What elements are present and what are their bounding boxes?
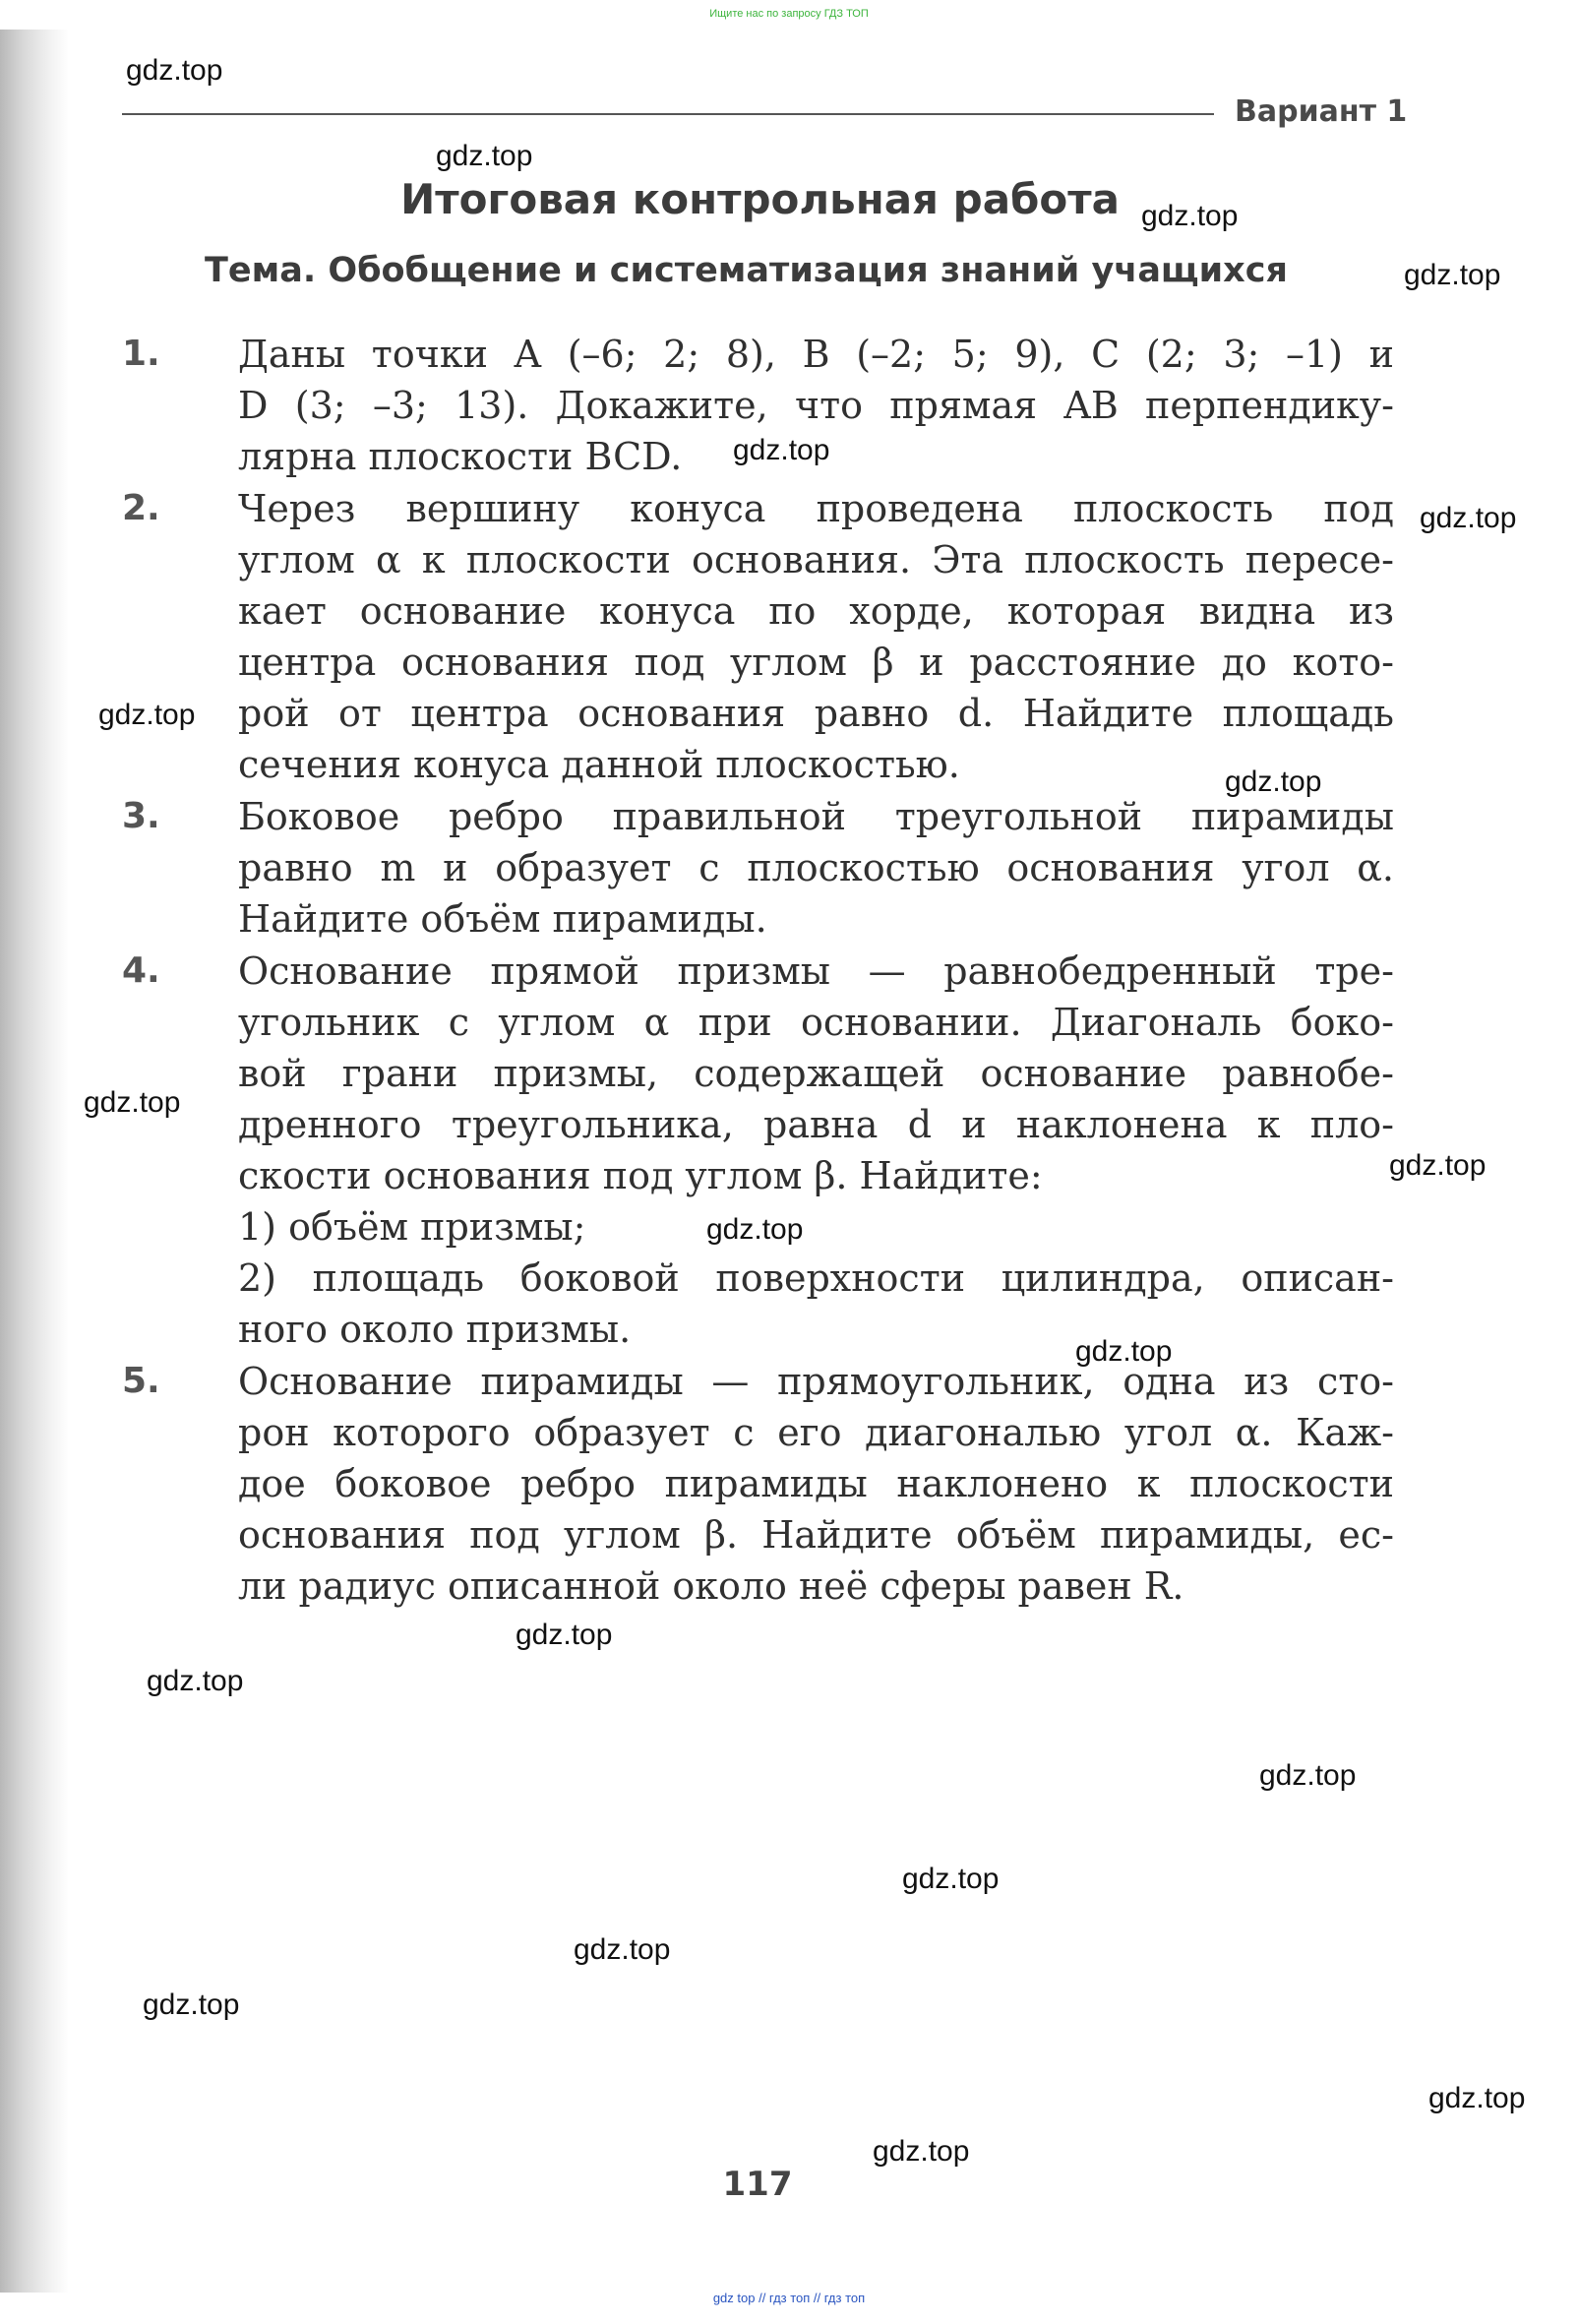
- watermark: gdz.top: [1259, 1759, 1357, 1792]
- watermark: gdz.top: [706, 1213, 804, 1246]
- task-line: Боковое ребро правильной треугольной пирамиды: [238, 795, 1394, 838]
- watermark: gdz.top: [1389, 1149, 1487, 1182]
- page-title: Итоговая контрольная работа: [400, 175, 1120, 223]
- watermark: gdz.top: [436, 140, 533, 172]
- task-line: центра основания под углом β и расстояние до кото-: [238, 641, 1394, 684]
- watermark: gdz.top: [1075, 1335, 1173, 1368]
- task-line: лярна плоскости BCD.: [238, 435, 683, 478]
- watermark: gdz.top: [147, 1665, 244, 1697]
- task-number: 4.: [122, 950, 160, 991]
- watermark: gdz.top: [516, 1619, 613, 1651]
- task-line: дое боковое ребро пирамиды наклонено к плоскости: [238, 1462, 1394, 1505]
- task-number: 3.: [122, 796, 160, 836]
- variant-label: Вариант 1: [1235, 94, 1408, 129]
- page-fold-shadow: [0, 30, 69, 2293]
- watermark: gdz.top: [143, 1988, 240, 2021]
- task-line: вой грани призмы, содержащей основание равнобе-: [238, 1052, 1394, 1095]
- task-line: Через вершину конуса проведена плоскость под: [238, 487, 1394, 530]
- bottom-links[interactable]: gdz top // гдз топ // гдз топ: [712, 2291, 866, 2305]
- task-line: Даны точки A (–6; 2; 8), B (–2; 5; 9), C (2; 3; –1) и: [238, 333, 1394, 376]
- task-line: углом α к плоскости основания. Эта плоскость пересе-: [238, 538, 1394, 581]
- task-line: Основание прямой призмы — равнобедренный тре-: [238, 949, 1394, 993]
- task-line: скости основания под углом β. Найдите:: [238, 1154, 1043, 1197]
- page-number: 117: [722, 2165, 793, 2204]
- task-line: рой от центра основания равно d. Найдите площадь: [238, 692, 1394, 735]
- variant-divider: [122, 113, 1214, 115]
- task-line: основания под углом β. Найдите объём пирамиды, ес-: [238, 1513, 1394, 1557]
- task-line: ли радиус описанной около неё сферы равен R.: [238, 1564, 1184, 1608]
- task-line: Основание пирамиды — прямоугольник, одна из сто-: [238, 1360, 1394, 1403]
- watermark: gdz.top: [1141, 200, 1239, 232]
- watermark: gdz.top: [84, 1086, 181, 1119]
- task-line: 2) площадь боковой поверхности цилиндра, описан-: [238, 1256, 1394, 1300]
- task-line: дренного треугольника, равна d и наклонена к пло-: [238, 1103, 1394, 1146]
- task-line: 1) объём призмы;: [238, 1205, 586, 1249]
- watermark: gdz.top: [1404, 259, 1501, 291]
- watermark: gdz.top: [873, 2135, 970, 2168]
- page-subtitle: Тема. Обобщение и систематизация знаний учащихся: [205, 251, 1288, 290]
- watermark: gdz.top: [574, 1933, 671, 1966]
- task-line: кает основание конуса по хорде, которая видна из: [238, 589, 1394, 633]
- top-search-link[interactable]: Ищите нас по запросу ГДЗ ТОП: [709, 8, 869, 20]
- task-number: 5.: [122, 1361, 160, 1401]
- task-line: ного около призмы.: [238, 1308, 632, 1351]
- task-line: равно m и образует с плоскостью основания угол α.: [238, 846, 1394, 889]
- task-line: D (3; –3; 13). Докажите, что прямая AB перпендику-: [238, 384, 1394, 427]
- task-line: рон которого образует с его диагональю угол α. Каж-: [238, 1411, 1394, 1454]
- watermark: gdz.top: [733, 434, 830, 466]
- task-number: 1.: [122, 334, 160, 374]
- watermark: gdz.top: [1428, 2082, 1526, 2114]
- watermark: gdz.top: [902, 1863, 1000, 1895]
- watermark: gdz.top: [126, 54, 223, 87]
- task-number: 2.: [122, 488, 160, 528]
- task-line: сечения конуса данной плоскостью.: [238, 743, 960, 786]
- watermark: gdz.top: [1225, 765, 1322, 798]
- task-line: Найдите объём пирамиды.: [238, 897, 767, 941]
- task-line: угольник с углом α при основании. Диагональ боко-: [238, 1001, 1394, 1044]
- watermark: gdz.top: [98, 699, 196, 731]
- watermark: gdz.top: [1420, 502, 1517, 534]
